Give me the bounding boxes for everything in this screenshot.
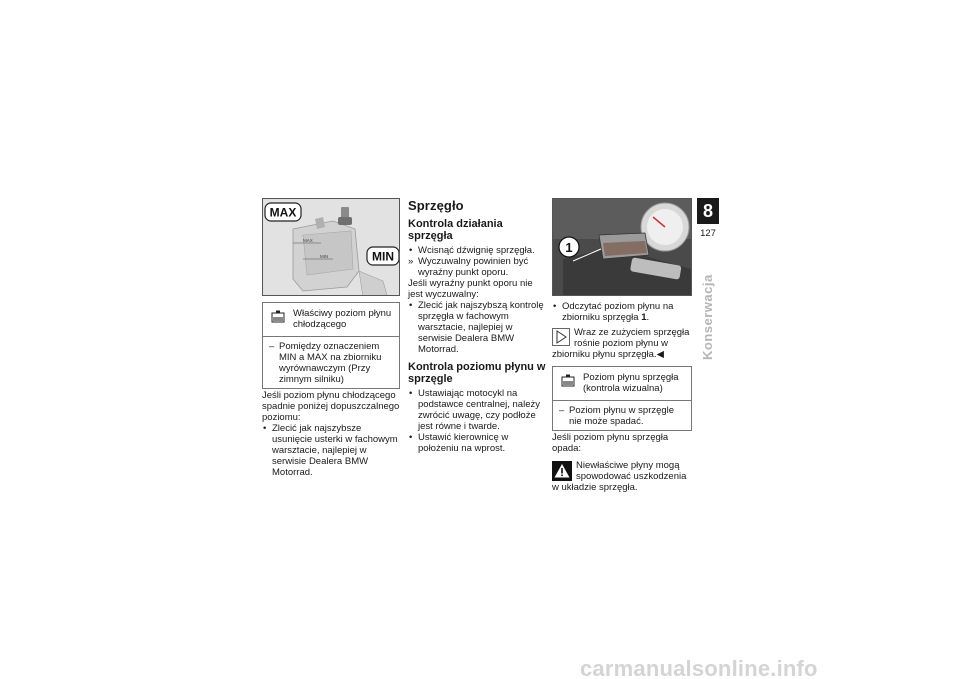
function-check-actions xyxy=(408,300,546,355)
info-note-text: Wraz ze zużyciem sprzęgła rośnie poziom płynu w zbiorniku płynu sprzęgła. xyxy=(552,327,690,360)
clutch-spec-title: Poziom płynu sprzęgła (kontrola wizualna) xyxy=(583,372,679,394)
list-item xyxy=(552,301,692,323)
warning-icon xyxy=(552,461,572,481)
callout-min: MIN xyxy=(372,249,394,264)
page-number: 127 xyxy=(700,228,716,239)
level-check-steps xyxy=(408,388,546,454)
coolant-spec-header xyxy=(263,303,399,337)
coolant-low-text: Jeśli poziom płynu chłodzącego spadnie poniżej dopuszczalnego poziomu: xyxy=(262,390,400,423)
function-check-steps xyxy=(408,245,546,278)
watermark: carmanualsonline.info xyxy=(580,656,818,679)
function-check-text: Jeśli wyraźny punkt oporu nie jest wyczuwalny: xyxy=(408,278,533,300)
column-right xyxy=(552,198,692,493)
list-item: • Ustawiając motocykl na podstawce centralnej, należy zwrócić uwagę, czy podłoże jest równe i twarde. xyxy=(408,388,546,432)
callout-1: 1 xyxy=(565,240,573,255)
coolant-reservoir-figure xyxy=(262,198,400,296)
chapter-number-badge: 8 xyxy=(697,198,719,224)
clutch-spec-box xyxy=(552,366,692,431)
level-check-title: Kontrola poziomu płynu w sprzęgle xyxy=(408,361,546,385)
mark-max: MAX xyxy=(303,238,313,243)
coolant-spec-title: Właściwy poziom płynu chłodzącego xyxy=(293,308,392,330)
mark-min: MIN xyxy=(320,254,329,259)
info-triangle-icon xyxy=(552,328,570,346)
chapter-title-vertical: Konserwacja xyxy=(700,274,715,360)
list-item: • Zlecić jak najszybsze usunięcie usterki w fachowym warsztacie, najlepiej w serwisie Dealera BMW Motorrad. xyxy=(262,423,400,478)
fluid-level-icon xyxy=(561,374,575,388)
read-level-text: Odczytać poziom płynu na zbiorniku sprzęgła xyxy=(562,301,674,323)
coolant-spec-item: – Pomiędzy oznaczeniem MIN a MAX na zbiorniku wyrównawczym (Przy zimnym silniku) xyxy=(267,341,395,385)
callout-max: MAX xyxy=(269,205,297,220)
section-title: Sprzęgło xyxy=(408,198,464,213)
warning-text: Niewłaściwe płyny mogą spowodować uszkodzenia w układzie sprzęgła. xyxy=(552,460,687,493)
coolant-bullets xyxy=(262,423,400,478)
clutch-spec-header xyxy=(553,367,691,401)
coolant-level-icon xyxy=(271,310,285,324)
end-marker-icon: ◀ xyxy=(656,349,664,360)
list-item: • Zlecić jak najszybszą kontrolę sprzęgła w fachowym warsztacie, najlepiej w serwisie Dealera BMW Motorrad. xyxy=(408,300,546,355)
read-level-steps xyxy=(552,301,692,323)
read-level-end: . xyxy=(646,312,650,323)
list-item: • Wcisnąć dźwignię sprzęgła. xyxy=(408,245,546,256)
read-level-ref: 1 xyxy=(641,312,647,323)
info-note xyxy=(552,327,692,360)
coolant-spec-box xyxy=(262,302,400,389)
function-check-title: Kontrola działania sprzęgła xyxy=(408,218,503,242)
clutch-spec-item: – Poziom płynu w sprzęgle nie może spadać. xyxy=(557,405,687,427)
clutch-reservoir-figure xyxy=(552,198,692,296)
coolant-reservoir-illustration xyxy=(263,199,400,296)
column-middle xyxy=(408,198,546,454)
list-item-result: » Wyczuwalny powinien być wyraźny punkt oporu. xyxy=(408,256,546,278)
list-item: • Ustawić kierownicę w położeniu na wprost. xyxy=(408,432,546,454)
clutch-low-text: Jeśli poziom płynu sprzęgła opada: xyxy=(552,432,669,454)
column-left xyxy=(262,198,400,478)
clutch-reservoir-illustration xyxy=(553,199,692,296)
warning-note xyxy=(552,460,692,493)
